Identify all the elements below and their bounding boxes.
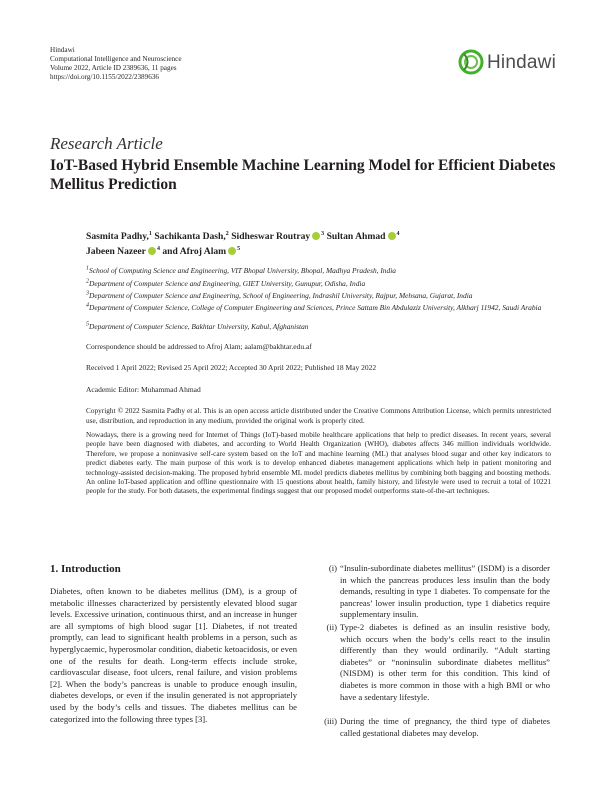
volume-info: Volume 2022, Article ID 2389636, 11 pages	[50, 64, 177, 72]
affiliation: $^2$Department of Computer Science and Engineering, GIET University, Gunupur, Odisha, India	[86, 278, 366, 288]
publisher-name: Hindawi	[50, 46, 75, 54]
diabetes-type-item	[326, 622, 550, 703]
history-dates: Received 1 April 2022; Revised 25 April 2022; Accepted 30 April 2022; Published 18 May 2022	[86, 363, 377, 372]
author-list	[86, 229, 556, 259]
diabetes-type-item	[328, 563, 550, 621]
list-number: (iii)	[324, 716, 337, 726]
list-text: Type-2 diabetes is defined as an insulin resistive body, which occurs when the body’s cells react to the insulin differently than they would ordinarily. “Adult starting diabetes” or “noninsulin subordinate diabetes mellitus” (NISDM) is other term for this condition. This kind of diabetes is more common in those with a high BMI or who have a sedentary lifestyle.	[340, 622, 550, 702]
list-number: (i)	[328, 563, 337, 573]
academic-editor: Academic Editor: Muhammad Ahmad	[86, 385, 201, 394]
author-affiliation-mark: 1	[148, 230, 152, 237]
author-name: Sidheswar Routray	[231, 231, 311, 242]
logo-wordmark: Hindawi	[487, 52, 556, 73]
orcid-icon[interactable]	[228, 247, 236, 255]
intro-paragraph: Diabetes, often known to be diabetes mellitus (DM), is a group of metabolic illnesses characterized by persistently elevated blood sugar levels. Excessive urination, continuous thirst, and an increase in hunger are all symptoms of high blood sugar [1]. Diabetes, if not treated promptly, can lead to significant health problems in a person, such as hyperglycaemic, hyperosmolar condition, diabetic ketoacidosis, or even one of the results for death. Long-term effects include stroke, cardiovascular disease, foot ulcers, renal failure, and vision problems [2]. When the body’s pancreas is unable to produce enough insulin, diabetes develops, or even if the insulin generated is not appropriately used by the body’s cells and tissues. The diabetes mellitus can be categorized into the following three types [3].	[50, 586, 297, 724]
orcid-icon[interactable]	[148, 247, 156, 255]
affiliation: $^4$Department of Computer Science, College of Computer Engineering and Sciences, Prince Sattam Bin Abdulaziz University, Alkharj 11942, Saudi Arabia	[86, 302, 542, 312]
orcid-icon[interactable]	[312, 232, 320, 240]
author-name: and Afroj Alam	[162, 246, 227, 257]
affiliation: $^3$Department of Computer Science and Engineering, School of Engineering, Indrashil University, Rajpur, Mehsana, Gujarat, India	[86, 290, 473, 300]
author-name: Sasmita Padhy,	[86, 231, 149, 242]
list-text: During the time of pregnancy, the third type of diabetes called gestational diabetes may develop.	[340, 716, 550, 738]
doi-link[interactable]: https://doi.org/10.1155/2022/2389636	[50, 73, 160, 81]
author-affiliation-mark: 4	[156, 245, 160, 252]
affiliation: $^5$Department of Computer Science, Bakhtar University, Kabul, Afghanistan	[86, 321, 309, 331]
orcid-icon[interactable]	[388, 232, 396, 240]
hindawi-logo	[458, 44, 568, 84]
abstract-text: Nowadays, there is a growing need for Internet of Things (IoT)-based mobile healthcare applications that help to predict diseases. In recent years, several people have been diagnosed with diabetes, and according to World Health Organization (WHO), diabetes affects 346 million individuals worldwide. Therefore, we propose a noninvasive self-care system based on the IoT and machine learning (ML) that analyses blood sugar and other key indicators to predict diabetes early. The main purpose of this work is to develop enhanced diabetes management applications which help in patient monitoring and technology-assisted decision-making. The proposed hybrid ensemble ML model predicts diabetes mellitus by combining both bagging and boosting methods. An online IoT-based application and offline questionnaire with 15 questions about health, family history, and lifestyle were used to recruit a total of 10221 people for the study. For both datasets, the experimental findings suggest that our proposed model outperforms state-of-the-art techniques.	[86, 430, 551, 496]
section-heading: 1. Introduction	[50, 563, 121, 575]
author-affiliation-mark: 4	[396, 230, 400, 237]
author-name: Sultan Ahmad	[326, 231, 386, 242]
affiliation: $^1$School of Computing Science and Engineering, VIT Bhopal University, Bhopal, Madhya Pradesh, India	[86, 265, 396, 275]
running-header	[50, 46, 182, 82]
copyright-notice: Copyright © 2022 Sasmita Padhy et al. This is an open access article distributed under the Creative Commons Attribution License, which permits unrestricted use, distribution, and reproduction in any medium, provided the original work is properly cited.	[86, 406, 551, 425]
author-name: Jabeen Nazeer	[86, 246, 146, 257]
author-affiliation-mark: 3	[321, 230, 325, 237]
hindawi-logo-icon	[458, 44, 484, 80]
author-affiliation-mark: 2	[225, 230, 229, 237]
diabetes-type-item	[324, 716, 550, 739]
correspondence-note: Correspondence should be addressed to Afroj Alam; aalam@bakhtar.edu.af	[86, 342, 312, 351]
author-name: Sachikanta Dash,	[154, 231, 226, 242]
author-affiliation-mark: 5	[237, 245, 241, 252]
list-text: “Insulin-subordinate diabetes mellitus” (ISDM) is a disorder in which the pancreas produces less insulin than the body demands, resulting in type 1 diabetes. To compensate for the pancreas’ lower insulin production, type 1 diabetics require supplementary insulin.	[340, 563, 550, 620]
list-number: (ii)	[326, 622, 337, 632]
journal-name: Computational Intelligence and Neuroscience	[50, 55, 182, 63]
paper-title: IoT-Based Hybrid Ensemble Machine Learning Model for Efficient Diabetes Mellitus Prediction	[50, 157, 556, 193]
article-type: Research Article	[50, 134, 163, 153]
